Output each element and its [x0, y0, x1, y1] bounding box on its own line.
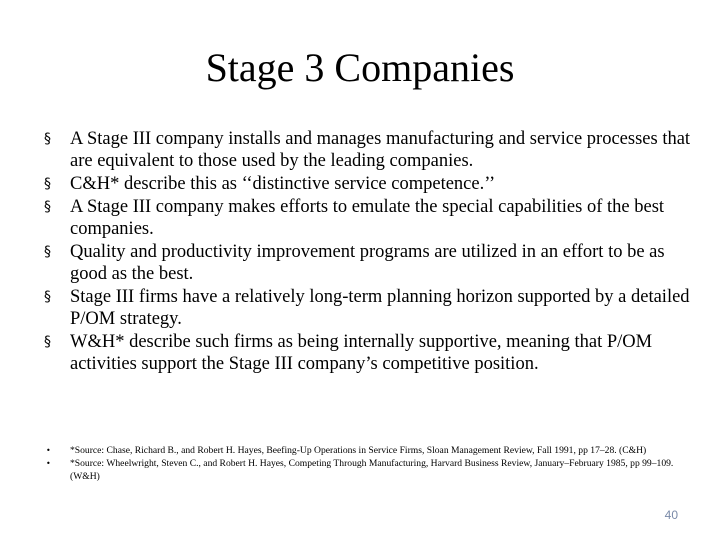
bullet-item — [44, 241, 704, 285]
bullet-marker-icon: § — [44, 244, 51, 260]
bullet-text: Quality and productivity improvement programs are utilized in an effort to be as good as the best. — [70, 242, 665, 284]
bullet-item — [44, 196, 704, 240]
bullet-list — [44, 128, 704, 376]
bullet-marker-icon: § — [44, 176, 51, 192]
bullet-text: Stage III firms have a relatively long-term planning horizon supported by a detailed P/OM strategy. — [70, 287, 690, 329]
bullet-marker-icon: § — [44, 334, 51, 350]
bullet-text: C&H* describe this as ‘‘distinctive service competence.’’ — [70, 174, 496, 194]
bullet-marker-icon: § — [44, 131, 51, 147]
page-number: 40 — [664, 508, 678, 522]
source-list — [44, 444, 704, 483]
bullet-item — [44, 128, 704, 172]
source-text: *Source: Wheelwright, Steven C., and Robert H. Hayes, Competing Through Manufacturing, Harvard Business Review, January–February 1985, pp 99–109. (W&H) — [70, 458, 674, 482]
source-text: *Source: Chase, Richard B., and Robert H. Hayes, Beefing-Up Operations in Service Firms, Sloan Management Review, Fall 1991, pp 17–28. (C&H) — [70, 445, 647, 456]
source-bullet-icon: • — [46, 459, 51, 468]
bullet-marker-icon: § — [44, 289, 51, 305]
bullet-text: A Stage III company installs and manages manufacturing and service processes that are equivalent to those used by the leading companies. — [70, 129, 691, 171]
source-item — [44, 457, 704, 483]
bullet-item — [44, 286, 704, 330]
slide-title: Stage 3 Companies — [205, 45, 515, 90]
bullet-item — [44, 331, 704, 375]
source-bullet-icon: • — [46, 446, 51, 455]
source-item — [44, 444, 704, 457]
bullet-text: W&H* describe such firms as being internally supportive, meaning that P/OM activities support the Stage III company’s competitive position. — [70, 332, 653, 374]
bullet-marker-icon: § — [44, 199, 51, 215]
bullet-item — [44, 173, 704, 195]
bullet-text: A Stage III company makes efforts to emulate the special capabilities of the best companies. — [70, 197, 665, 239]
